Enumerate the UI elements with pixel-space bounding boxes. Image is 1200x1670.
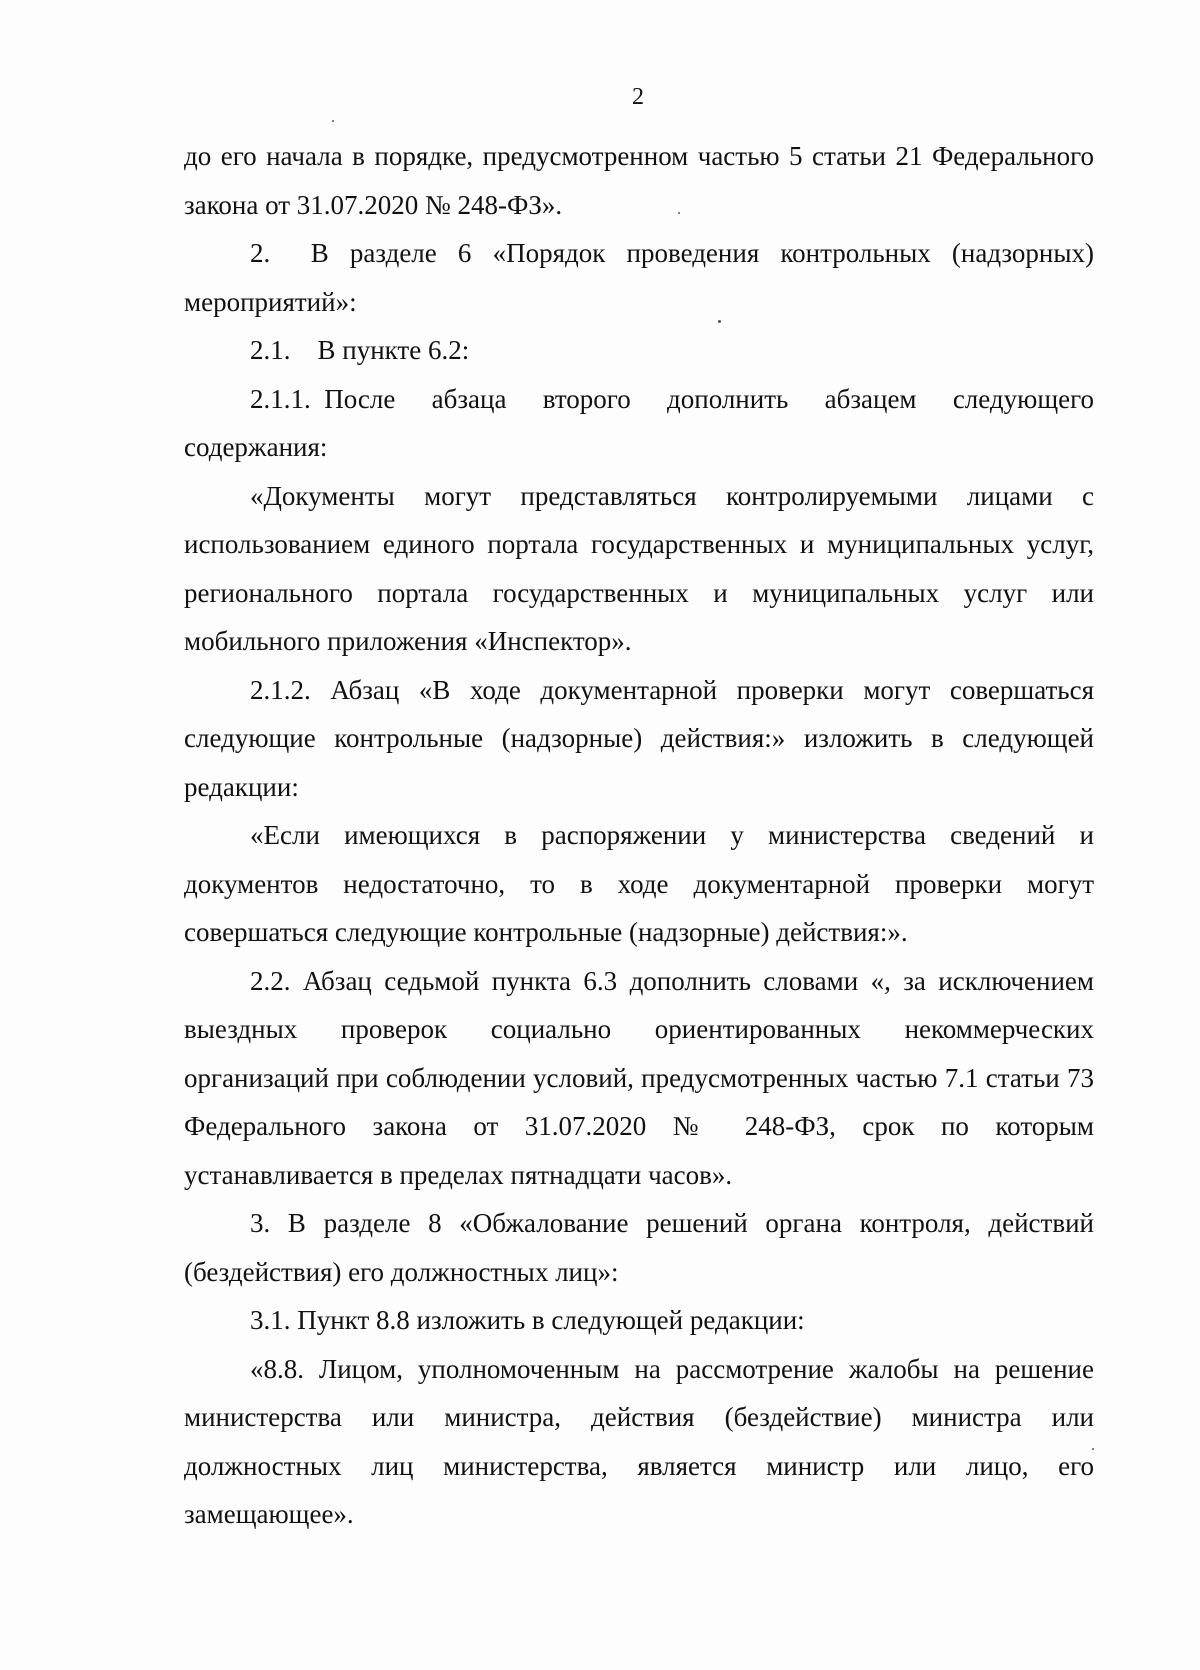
paragraph-quote-if-insufficient: «Если имеющихся в распоряжении у министерства сведений и документов недостаточно, то в ходе документарной проверки могут совершаться следующие контрольные (надзорные) действия:». bbox=[184, 820, 1094, 947]
paragraph-item-2-1-2: 2.1.2. Абзац «В ходе документарной проверки могут совершаться следующие контрольные (надзорные) действия:» изложить в следующей редакции: bbox=[184, 674, 1094, 802]
scan-speck bbox=[718, 320, 721, 323]
paragraph-continuation: до его начала в порядке, предусмотренном частью 5 статьи 21 Федерального закона от 31.07.2020 № 248-ФЗ». bbox=[184, 141, 1094, 220]
paragraph-item-2-2: 2.2. Абзац седьмой пункта 6.3 дополнить словами «, за исключением выездных проверок социально ориентированных некоммерческих организаций при соблюдении условий, предусмотренных частью 7.1 статьи 73 Федерального закона от 31.07.2020 № 248-ФЗ, срок по которым устанавливается в пределах пятнадцати часов». bbox=[184, 965, 1094, 1190]
document-body bbox=[184, 132, 1094, 1539]
paragraph-item-2-1: 2.1. В пункте 6.2: bbox=[250, 335, 470, 365]
paragraph-section-3: 3. В разделе 8 «Обжалование решений органа контроля, действий (бездействия) его должностных лиц»: bbox=[184, 1208, 1094, 1287]
scan-speck bbox=[1092, 1448, 1094, 1450]
paragraph-item-2-1-1: 2.1.1. После абзаца второго дополнить абзацем следующего содержания: bbox=[184, 383, 1094, 462]
paragraph-section-2: 2. В разделе 6 «Порядок проведения контрольных (надзорных) мероприятий»: bbox=[184, 238, 1094, 317]
page-number: 2 bbox=[632, 84, 644, 110]
paragraph-item-3-1: 3.1. Пункт 8.8 изложить в следующей редакции: bbox=[250, 1305, 805, 1335]
paragraph-quote-documents: «Документы могут представляться контролируемыми лицами с использованием единого портала государственных и муниципальных услуг, регионального портала государственных и муниципальных услуг или мобильного приложения «Инспектор». bbox=[184, 480, 1094, 656]
paragraph-quote-8-8: «8.8. Лицом, уполномоченным на рассмотрение жалобы на решение министерства или министра, действия (бездействие) министра или должностных лиц министерства, является министр или лицо, его замещающее». bbox=[184, 1353, 1094, 1529]
scan-speck bbox=[678, 212, 680, 214]
scan-speck bbox=[332, 120, 334, 122]
